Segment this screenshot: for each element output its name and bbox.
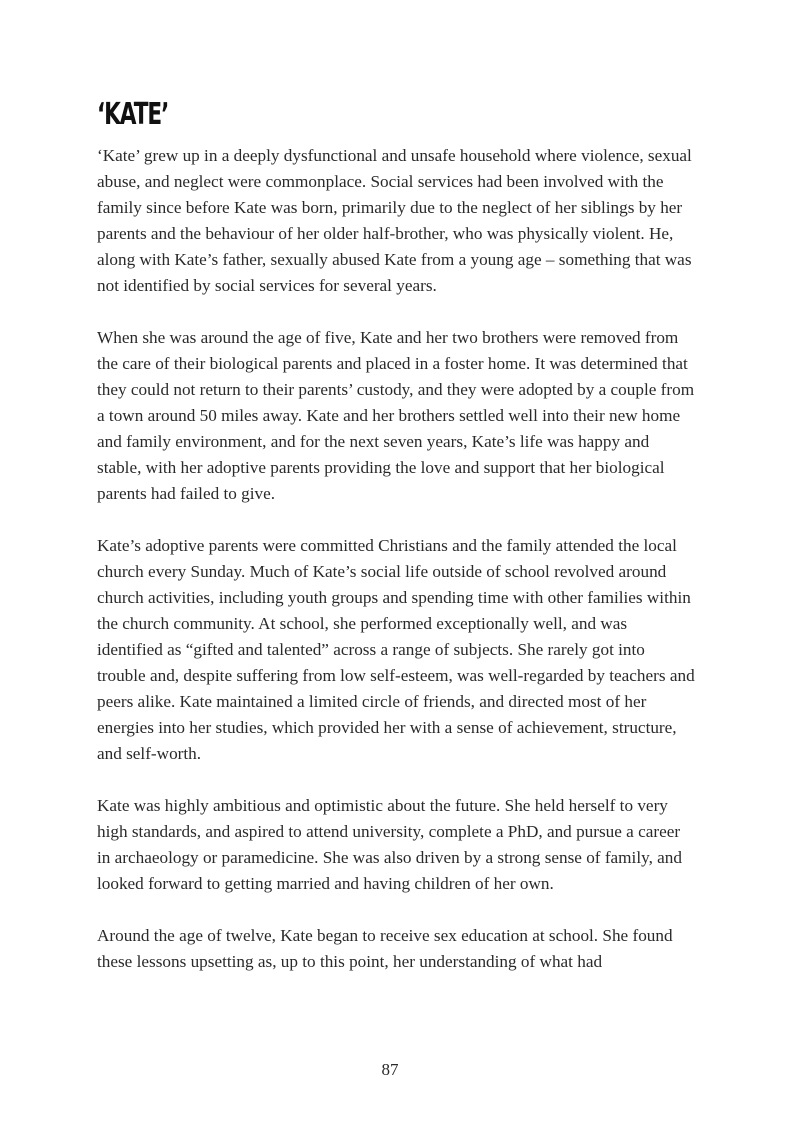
section-heading: ‘KATE’ xyxy=(97,97,169,132)
page-number: 87 xyxy=(381,1060,399,1079)
paragraph: Kate’s adoptive parents were committed Christians and the family attended the local church every Sunday. Much of Kate’s social life outside of school revolved around church activities, including youth groups and spending time with other families within the church community. At school, she performed exceptionally well, and was identified as “gifted and talented” across a range of subjects. She rarely got into trouble and, despite suffering from low self-esteem, was well-regarded by teachers and peers alike. Kate maintained a limited circle of friends, and directed most of her energies into her studies, which provided her with a sense of achievement, structure, and self-worth. xyxy=(97,536,695,763)
paragraph: When she was around the age of five, Kate and her two brothers were removed from the care of their biological parents and placed in a foster home. It was determined that they could not return to their parents’ custody, and they were adopted by a couple from a town around 50 miles away. Kate and her brothers settled well into their new home and family environment, and for the next seven years, Kate’s life was happy and stable, with her adoptive parents providing the love and support that her biological parents had failed to give. xyxy=(97,328,695,503)
paragraph: Around the age of twelve, Kate began to receive sex education at school. She found these lessons upsetting as, up to this point, her understanding of what had xyxy=(97,926,673,971)
paragraph: ‘Kate’ grew up in a deeply dysfunctional and unsafe household where violence, sexual abuse, and neglect were commonplace. Social services had been involved with the family since before Kate was born, primarily due to the neglect of her siblings by her parents and the behaviour of her older half-brother, who was physically violent. He, along with Kate’s father, sexually abused Kate from a young age – something that was not identified by social services for several years. xyxy=(97,146,692,295)
body-text xyxy=(97,143,697,1001)
paragraph: Kate was highly ambitious and optimistic about the future. She held herself to very high standards, and aspired to attend university, complete a PhD, and pursue a career in archaeology or paramedicine. She was also driven by a strong sense of family, and looked forward to getting married and having children of her own. xyxy=(97,796,682,893)
